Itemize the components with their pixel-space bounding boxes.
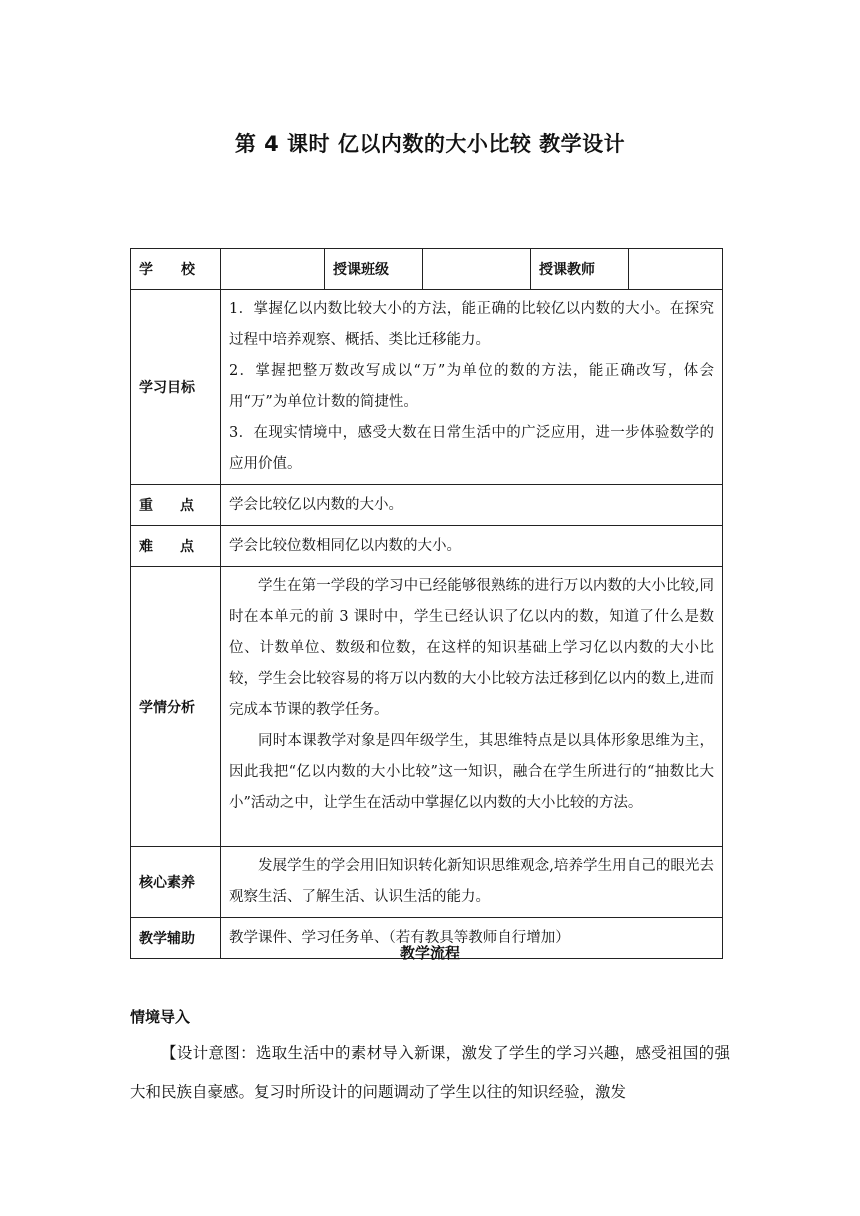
key-point-label-a: 重 <box>139 498 153 514</box>
difficulty-label-b: 点 <box>180 539 194 555</box>
core-label: 核心素养 <box>131 847 221 918</box>
key-point-row <box>131 485 723 526</box>
aids-label: 教学辅助 <box>131 918 221 959</box>
analysis-row <box>131 567 723 847</box>
difficulty-label-a: 难 <box>139 539 153 555</box>
objective-item: 3．在现实情境中，感受大数在日常生活中的广泛应用，进一步体验数学的应用价值。 <box>229 425 714 472</box>
section-title: 情境导入 <box>130 1008 191 1026</box>
document-title: 第 4 课时 亿以内数的大小比较 教学设计 <box>234 132 626 156</box>
teacher-label: 授课教师 <box>531 249 629 290</box>
difficulty-label <box>131 526 221 567</box>
flow-title: 教学流程 <box>399 944 460 962</box>
info-row <box>131 249 723 290</box>
key-point-label <box>131 485 221 526</box>
key-point-label-b: 点 <box>180 498 194 514</box>
core-text: 发展学生的学会用旧知识转化新知识思维观念,培养学生用自己的眼光去观察生活、了解生活、认识生活的能力。 <box>229 858 714 905</box>
intro-paragraph: 【设计意图：选取生活中的素材导入新课，激发了学生的学习兴趣，感受祖国的强大和民族自豪感。复习时所设计的问题调动了学生以往的知识经验，激发 <box>130 1044 730 1101</box>
school-value <box>221 249 325 290</box>
aids-text: 教学课件、学习任务单、（若有教具等教师自行增加） <box>221 918 723 959</box>
analysis-paragraph: 同时本课教学对象是四年级学生，其思维特点是以具体形象思维为主，因此我把“亿以内数的大小比较”这一知识，融合在学生所进行的“抽数比大小”活动之中，让学生在活动中掌握亿以内数的大小比较的方法。 <box>229 733 714 811</box>
analysis-content <box>221 567 723 847</box>
objective-item: 1．掌握亿以内数比较大小的方法，能正确的比较亿以内数的大小。在探究过程中培养观察、概括、类比迁移能力。 <box>229 301 714 348</box>
objective-item: 2．掌握把整万数改写成以“万”为单位的数的方法，能正确改写，体会用“万”为单位计数的简捷性。 <box>229 363 714 410</box>
core-content <box>221 847 723 918</box>
class-value <box>423 249 531 290</box>
difficulty-row <box>131 526 723 567</box>
class-label: 授课班级 <box>325 249 423 290</box>
difficulty-text: 学会比较位数相同亿以内数的大小。 <box>221 526 723 567</box>
objectives-content <box>221 290 723 485</box>
school-label: 学 校 <box>131 249 221 290</box>
core-row <box>131 847 723 918</box>
teacher-value <box>629 249 723 290</box>
analysis-label: 学情分析 <box>131 567 221 847</box>
analysis-paragraph: 学生在第一学段的学习中已经能够很熟练的进行万以内数的大小比较,同时在本单元的前 3 课时中，学生已经认识了亿以内的数，知道了什么是数位、计数单位、数级和位数，在这样的知识基础上学习亿以内数的大小比较，学生会比较容易的将万以内数的大小比较方法迁移到亿以内的数上,进而完成本节课的教学任务。 <box>229 578 714 718</box>
lesson-plan-table <box>130 248 723 959</box>
key-point-text: 学会比较亿以内数的大小。 <box>221 485 723 526</box>
objectives-row <box>131 290 723 485</box>
objectives-label: 学习目标 <box>131 290 221 485</box>
